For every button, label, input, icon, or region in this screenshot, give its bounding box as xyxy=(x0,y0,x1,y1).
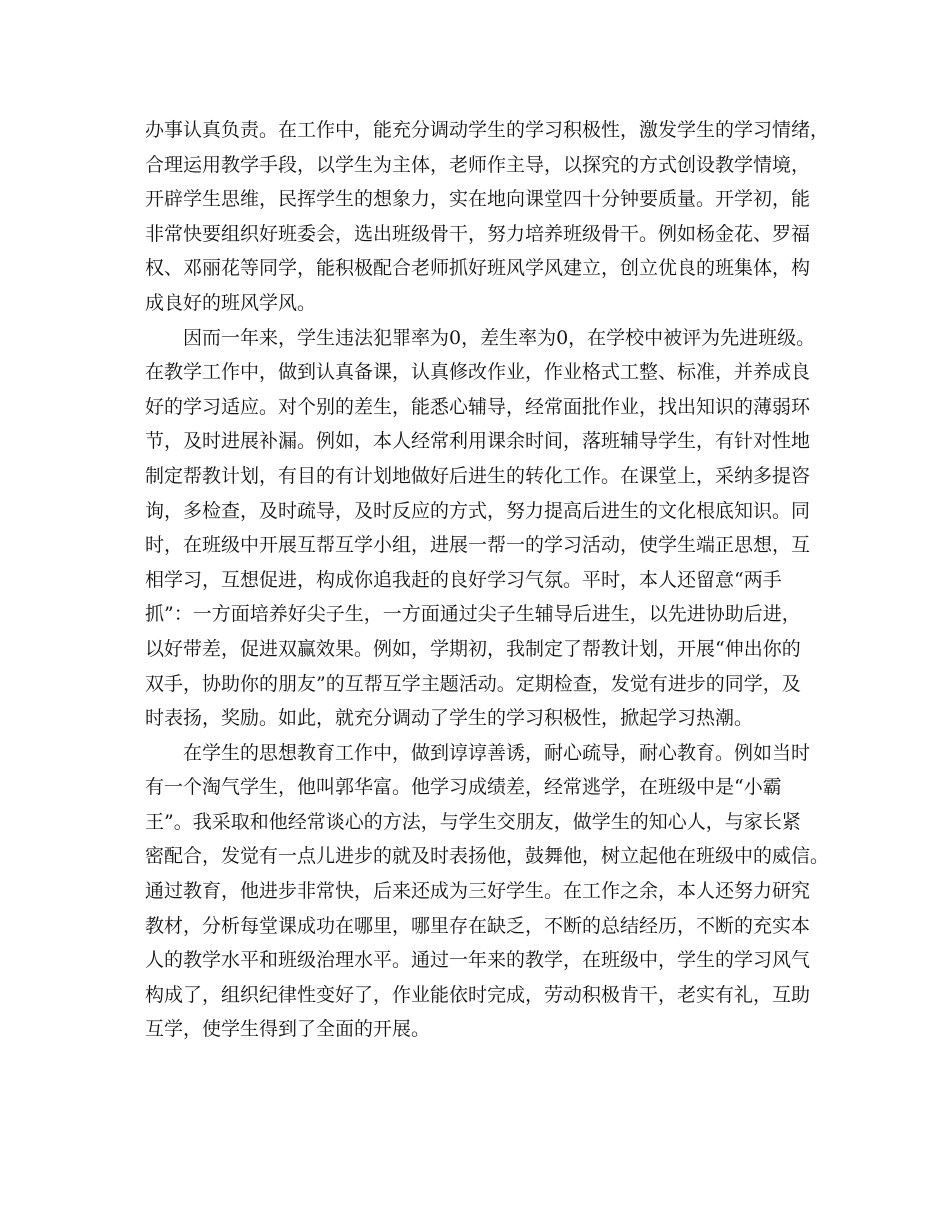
text-line: 开辟学生思维，民挥学生的想象力，实在地向课堂四十分钟要质量。开学初，能 xyxy=(145,188,811,211)
text-line: 好的学习适应。对个别的差生，能悉心辅导，经常面批作业，找出知识的薄弱环 xyxy=(145,395,811,418)
document-body xyxy=(145,113,830,1047)
text-line: 时，在班级中开展互帮互学小组，进展一帮一的学习活动，使学生端正思想，互 xyxy=(145,534,811,557)
text-line: 构成了，组织纪律性变好了，作业能依时完成，劳动积极肯干，老实有礼，互助 xyxy=(145,983,811,1006)
text-line: 询，多检查，及时疏导，及时反应的方式，努力提高后进生的文化根底知识。同 xyxy=(145,499,811,522)
text-line: 通过教育，他进步非常快，后来还成为三好学生。在工作之余，本人还努力研究 xyxy=(145,880,811,903)
text-line: 非常快要组织好班委会，选出班级骨干，努力培养班级骨干。例如杨金花、罗福 xyxy=(145,222,811,245)
text-line: 互学，使学生得到了全面的开展。 xyxy=(145,1018,431,1041)
text-line: 教材，分析每堂课成功在哪里，哪里存在缺乏，不断的总结经历，不断的充实本 xyxy=(145,914,811,937)
text-line: 合理运用教学手段，以学生为主体，老师作主导，以探究的方式创设教学情境， xyxy=(145,153,811,176)
paragraph-3 xyxy=(145,736,830,1047)
text-line: 节，及时进展补漏。例如，本人经常利用课余时间，落班辅导学生，有针对性地 xyxy=(145,430,811,453)
text-line: 有一个淘气学生，他叫郭华富。他学习成绩差，经常逃学，在班级中是“小霸 xyxy=(145,776,782,799)
text-line: 以好带差，促进双赢效果。例如，学期初，我制定了帮教计划，开展“伸出你的 xyxy=(145,637,801,660)
text-line: 时表扬，奖励。如此，就充分调动了学生的学习积极性，掀起学习热潮。 xyxy=(145,707,754,730)
text-line: 在学生的思想教育工作中，做到谆谆善诱，耐心疏导，耐心教育。例如当时 xyxy=(183,741,811,764)
text-line: 办事认真负责。在工作中，能充分调动学生的学习积极性，激发学生的学习情绪， xyxy=(145,119,830,141)
text-line: 因而一年来，学生违法犯罪率为0，差生率为0，在学校中被评为先进班级。 xyxy=(183,326,816,349)
paragraph-1 xyxy=(145,113,830,321)
text-line: 王”。我采取和他经常谈心的方法，与学生交朋友，做学生的知心人，与家长紧 xyxy=(145,810,801,833)
paragraph-2 xyxy=(145,321,816,736)
text-line: 密配合，发觉有一点儿进步的就及时表扬他，鼓舞他，树立起他在班级中的威信。 xyxy=(145,845,830,868)
text-line: 相学习，互想促进，构成你追我赶的良好学习气氛。平时，本人还留意“两手 xyxy=(145,568,782,591)
text-line: 人的教学水平和班级治理水平。通过一年来的教学，在班级中，学生的学习风气 xyxy=(145,949,811,972)
text-line: 权、邓丽花等同学，能积极配合老师抓好班风学风建立，创立优良的班集体，构 xyxy=(145,257,811,280)
text-line: 成良好的班风学风。 xyxy=(145,291,317,314)
text-line: 抓”：一方面培养好尖子生，一方面通过尖子生辅导后进生，以先进协助后进， xyxy=(145,603,801,626)
text-line: 制定帮教计划，有目的有计划地做好后进生的转化工作。在课堂上，采纳多提咨 xyxy=(145,464,811,487)
text-line: 双手，协助你的朋友”的互帮互学主题活动。定期检查，发觉有进步的同学，及 xyxy=(145,672,801,695)
text-line: 在教学工作中，做到认真备课，认真修改作业，作业格式工整、标准，并养成良 xyxy=(145,361,811,384)
